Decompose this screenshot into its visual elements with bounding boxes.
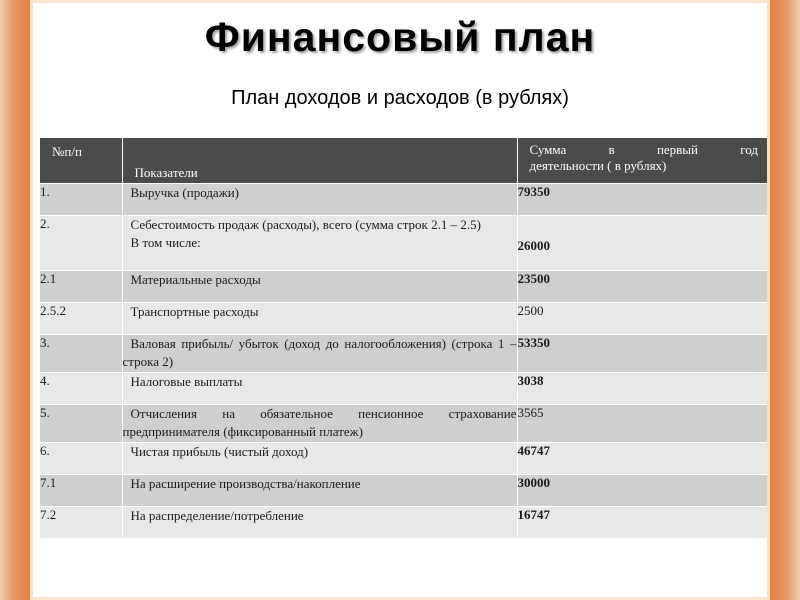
header-sum — [517, 138, 770, 184]
row-indicator — [122, 303, 517, 335]
table-header-row — [40, 138, 770, 184]
row-indicator-text: Себестоимость продаж (расходы), всего (сумма строк 2.1 – 2.5) — [130, 217, 481, 232]
row-indicator — [122, 507, 517, 539]
row-number: 4. — [40, 373, 122, 405]
row-sum: 3565 — [517, 405, 770, 443]
row-indicator — [122, 271, 517, 303]
table-row — [40, 443, 770, 475]
row-indicator-text: На распределение/потребление — [130, 508, 304, 523]
row-sum: 3038 — [517, 373, 770, 405]
financial-plan-table-container — [40, 138, 770, 539]
header-number: №п/п — [40, 138, 122, 184]
table-row — [40, 475, 770, 507]
row-number: 2.5.2 — [40, 303, 122, 335]
slide-subtitle: План доходов и расходов (в рублях) — [231, 87, 569, 109]
row-indicator-text: Чистая прибыль (чистый доход) — [130, 444, 309, 459]
row-sum: 23500 — [517, 271, 770, 303]
row-indicator — [122, 475, 517, 507]
row-indicator-subtext: В том числе: — [130, 235, 201, 250]
row-number: 1. — [40, 184, 122, 216]
row-number: 6. — [40, 443, 122, 475]
row-indicator — [122, 443, 517, 475]
header-sum-line2: деятельности ( в рублях) — [529, 158, 667, 173]
row-number: 7.2 — [40, 507, 122, 539]
row-indicator-text: Выручка (продажи) — [130, 185, 239, 200]
financial-plan-table — [40, 138, 770, 539]
slide — [30, 0, 770, 600]
slide-title: Финансовый план — [204, 14, 596, 60]
row-sum: 26000 — [517, 216, 770, 271]
table-row — [40, 373, 770, 405]
row-sum: 79350 — [517, 184, 770, 216]
table-row — [40, 184, 770, 216]
row-indicator-text: Материальные расходы — [130, 272, 261, 287]
row-number: 2.1 — [40, 271, 122, 303]
row-indicator-text: На расширение производства/накопление — [130, 476, 361, 491]
table-row — [40, 216, 770, 271]
row-number: 5. — [40, 405, 122, 443]
header-sum-line1: Сумма в первый год — [529, 142, 758, 157]
row-sum: 2500 — [517, 303, 770, 335]
row-indicator-text: Налоговые выплаты — [130, 374, 243, 389]
row-indicator — [122, 373, 517, 405]
row-sum: 16747 — [517, 507, 770, 539]
row-indicator-text: Отчисления на обязательное пенсионное страхование предпринимателя (фиксированный платеж) — [122, 406, 517, 439]
table-row — [40, 335, 770, 373]
row-number: 2. — [40, 216, 122, 271]
right-decorative-border — [770, 0, 800, 600]
row-indicator-text: Валовая прибыль/ убыток (доход до налогообложения) (строка 1 – строка 2) — [122, 336, 517, 369]
table-row — [40, 507, 770, 539]
row-indicator — [122, 335, 517, 373]
header-indicator: Показатели — [122, 138, 517, 184]
row-number: 7.1 — [40, 475, 122, 507]
table-row — [40, 303, 770, 335]
row-number: 3. — [40, 335, 122, 373]
table-row — [40, 271, 770, 303]
row-indicator — [122, 216, 517, 271]
row-sum: 46747 — [517, 443, 770, 475]
row-indicator — [122, 405, 517, 443]
row-indicator-text: Транспортные расходы — [130, 304, 259, 319]
table-row — [40, 405, 770, 443]
left-decorative-border — [0, 0, 30, 600]
row-indicator — [122, 184, 517, 216]
row-sum: 30000 — [517, 475, 770, 507]
row-sum: 53350 — [517, 335, 770, 373]
